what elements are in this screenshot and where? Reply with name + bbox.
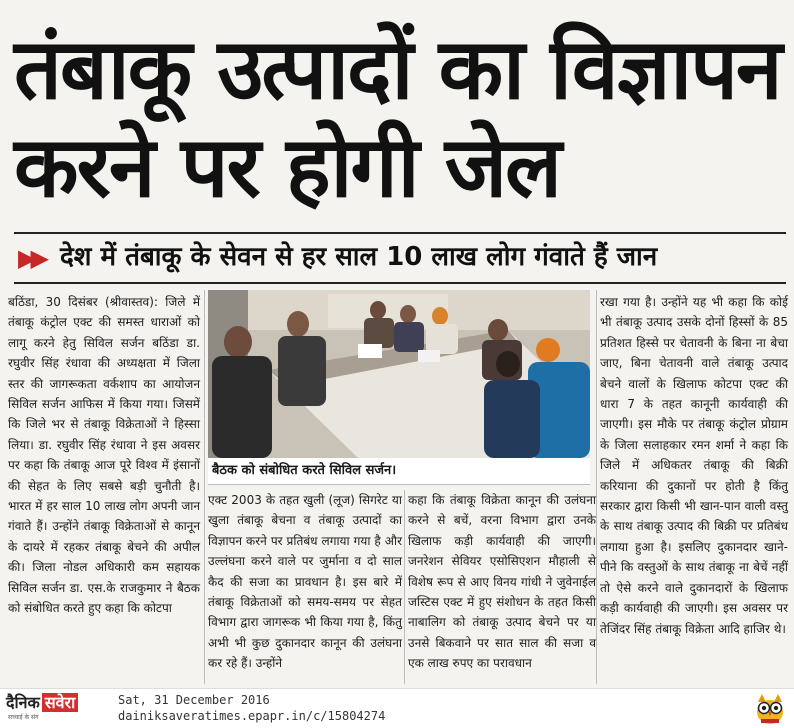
headline <box>0 0 794 228</box>
column-divider <box>404 490 405 684</box>
logo-tagline: सच्चाई के संग <box>8 714 39 721</box>
article-column-2 <box>208 490 402 674</box>
article-column-4 <box>600 292 788 639</box>
photo-caption-text: बैठक को संबोधित करते सिविल सर्जन। <box>212 463 397 478</box>
meeting-photo <box>208 290 590 458</box>
subheadline-text: देश में तंबाकू के सेवन से हर साल 10 लाख लोग गंवाते हैं जान <box>60 242 658 272</box>
epaper-link[interactable]: dainiksaveratimes.epapr.in/c/15804274 <box>118 709 386 723</box>
photo-caption <box>208 458 590 485</box>
logo-part-2: सवेरा <box>42 693 78 712</box>
article-text: एक्ट 2003 के तहत खुली (लूज) सिगरेट या खुला तंबाकू बेचना व तंबाकू उत्पादों का विज्ञापन करने पर प्रतिबंध लगाया गया है और उल्लंघना करने वाले पर जुर्माना व दो साल कैद की सजा का प्रावधान है। इस बारे में तंबाकू विक्रेताओं को समय-समय पर सेहत विभाग द्वारा जागरूक भी किया गया है, किंतु अभी भी कुछ दुकानदार कानून की उलंघना कर रहे हैं। उन्होंने <box>208 493 402 671</box>
owl-mascot-icon <box>752 690 788 726</box>
double-arrow-icon: ▶▶ <box>18 244 43 272</box>
article-column-1 <box>8 292 200 619</box>
article-text: रखा गया है। उन्होंने यह भी कहा कि कोई भी तंबाकू उत्पाद उसके दोनों हिस्सों के 85 प्रतिशत हिस्से पर चेतावनी के बिना ना बेचा जाए, बिना चेतावनी वाले तंबाकू उत्पाद बेचने वालों के खिलाफ कोटपा एक्ट की धारा 7 के तहत कानूनी कार्यवाही की जाएगी। इस मौके पर तंबाकू कंट्रोल प्रोग्राम के जिला सलाहकार रमन शर्मा ने कहा कि जिले में अधिकतर तंबाकू की बिक्री करियाना की दुकानों पर होती है किंतु सरकार द्वारा किसी भी खान-पान वाली वस्तु के साथ तंबाकू उत्पाद की बिक्री पर प्रतिबंध लगाया हुआ है। इसलिए दुकानदार खाने-पीने कि वस्तुओं के साथ तंबाकू ना बेचें नहीं तो ऐसे करने वाले दुकानदारों के खिलाफ कड़ी कार्यवाही की जाएगी। इस अवसर पर तेजिंदर सिंह तंबाकू विक्रेता आदि हाजिर थे। <box>600 295 788 636</box>
logo-part-1: दैनिक <box>6 693 40 712</box>
headline-line-1: तंबाकू उत्पादों का विज्ञापन <box>14 20 781 118</box>
meeting-photo-image <box>208 290 590 458</box>
subheadline-bar <box>14 232 786 284</box>
column-divider <box>204 290 205 684</box>
article-text: बठिंडा, 30 दिसंबर (श्रीवास्तव): जिले में तंबाकू कंट्रोल एक्ट की समस्त धाराओं को लागू करने हेतु सिविल सर्जन बठिंडा डा. रघुवीर सिंह रंधावा की अध्यक्षता में जिला स्तर की जागरूकता वर्कशाप का आयोजन सिविल सर्जन आफिस में किया गया। जिसमें कि जिले भर से तंबाकू विक्रेताओं ने हिस्सा लिया। डा. रघुवीर सिंह रंधावा ने इस अवसर पर कहा कि तंबाकू आज पूरे विश्व में इंसानों की सेहत के लिए सबसे बड़ी चुनौती है। भारत में हर साल 10 लाख लोग अपनी जान गंवाते हैं। उन्होंने तंबाकू विक्रेताओं से कानून के दायरे में रहकर तंबाकू बेचने की अपील की। जिला नोडल अधिकारी कम सहायक सिविल सर्जन डा. एस.के राजकुमार ने बैठक को संबोधित करते हुए कहा कि कोटपा <box>8 295 200 616</box>
edition-date: Sat, 31 December 2016 <box>118 693 270 707</box>
article-text: कहा कि तंबाकू विक्रेता कानून की उलंघना करने से बचें, वरना विभाग द्वारा उनके खिलाफ कड़ी कार्यवाही की जाएगी। जनरेशन सेवियर एसोसिएशन मौहाली से विशेष रूप से आए विनय गांधी ने जुवेनाईल जस्टिस एक्ट में हुए संशोधन के तहत किसी नाबालिग को तंबाकू उत्पाद बेचने पर या उनसे बिकवाने पर सात साल की सजा व एक लाख रुपए का परावधान <box>408 493 596 671</box>
headline-line-2: करने पर होगी जेल <box>14 118 560 216</box>
article-column-3 <box>408 490 596 674</box>
column-divider <box>596 290 597 684</box>
footer <box>0 688 794 728</box>
newspaper-logo <box>6 691 78 713</box>
